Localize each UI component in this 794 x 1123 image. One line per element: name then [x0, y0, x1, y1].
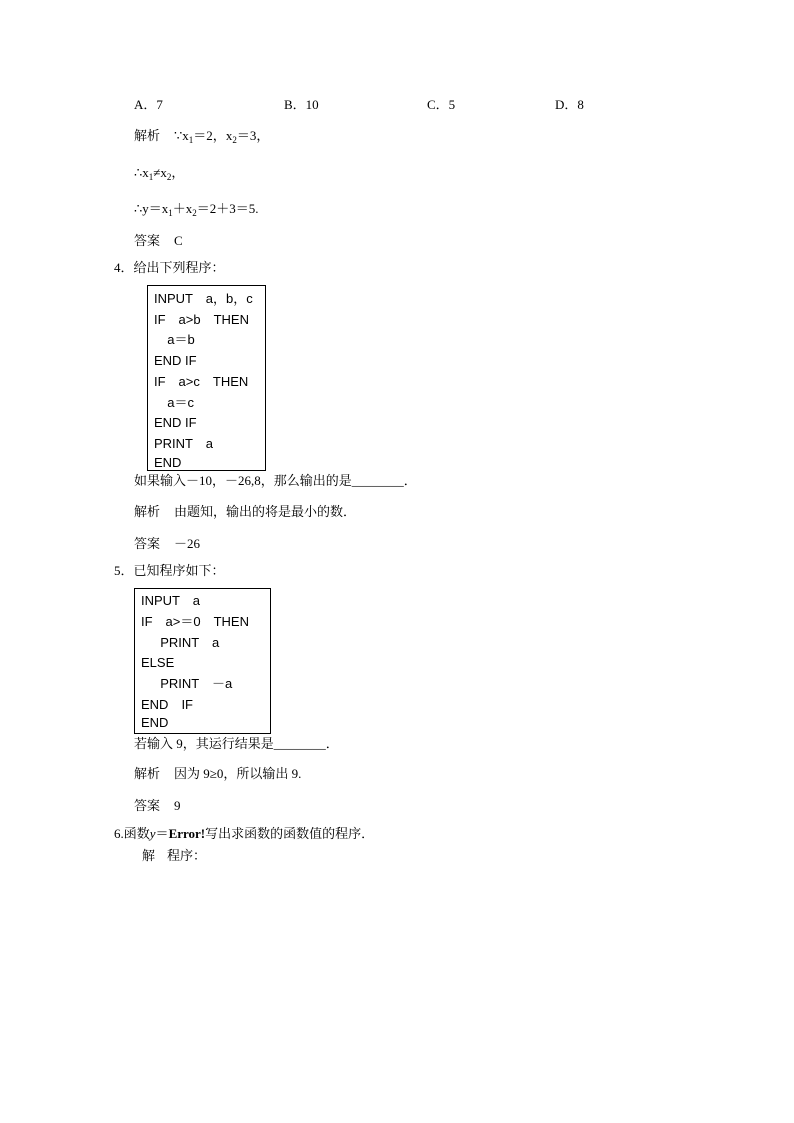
q4-title: 4．给出下列程序： — [114, 260, 225, 275]
q5-code-box — [134, 588, 271, 734]
code-line: INPUT a，b，c — [154, 291, 253, 306]
subscript: 1 — [188, 135, 194, 145]
q3-solution-line1 — [134, 129, 269, 145]
code-line: a＝b — [160, 332, 195, 347]
option-b: B．10 — [284, 97, 319, 112]
jiexi-text: 由题知，输出的将是最小的数． — [174, 504, 357, 519]
code-line: a＝c — [160, 395, 194, 410]
q6-suffix: 写出求函数的函数值的程序． — [205, 826, 375, 841]
jie-label: 解 — [142, 848, 156, 863]
code-line: END — [141, 715, 169, 730]
answer-label: 答案 — [134, 233, 161, 248]
code-line: ELSE — [141, 655, 175, 670]
q4-answer — [134, 537, 200, 550]
jiexi-text: 因为 9≥0，所以输出 9. — [174, 766, 302, 781]
q6-title — [114, 827, 374, 840]
var-x: x — [182, 128, 189, 143]
q5-answer — [134, 799, 181, 812]
answer-value: 9 — [174, 798, 181, 813]
code-line: IF a>c THEN — [154, 374, 249, 389]
q5-solution — [134, 767, 301, 780]
option-c: C．5 — [427, 97, 456, 112]
code-line: INPUT a — [141, 593, 200, 608]
answer-label: 答案 — [134, 536, 161, 551]
q6-prefix: 6.函数 — [114, 826, 150, 841]
value-text: ＝2， — [193, 128, 226, 143]
therefore-symbol: ∴ — [134, 165, 143, 180]
subscript: 1 — [168, 208, 173, 218]
q3-answer — [134, 234, 183, 247]
subscript: 2 — [232, 135, 237, 145]
equals-sign: ＝ — [155, 826, 169, 841]
q3-solution-line2 — [134, 166, 184, 182]
q3-solution-line3 — [134, 202, 259, 218]
answer-value: －26 — [174, 536, 201, 551]
code-line: END IF — [154, 353, 197, 368]
q4-code-box — [147, 285, 266, 471]
option-d: D．8 — [555, 97, 584, 112]
code-line: END IF — [154, 415, 197, 430]
neq-text: ≠x — [153, 165, 167, 180]
code-line: END — [154, 455, 182, 470]
q4-question: 如果输入－10，－26,8，那么输出的是________． — [134, 473, 417, 488]
code-line: END IF — [141, 697, 194, 712]
jiexi-label: 解析 — [134, 504, 161, 519]
answer-value: C — [174, 233, 183, 248]
jiexi-label: 解析 — [134, 128, 161, 143]
option-a: A．7 — [134, 97, 163, 112]
subscript: 1 — [148, 172, 154, 182]
subscript: 2 — [192, 208, 197, 218]
because-symbol: ∵ — [174, 128, 183, 143]
code-line: IF a>b THEN — [154, 312, 249, 327]
y-equation: ∴y＝x — [134, 201, 169, 216]
jiexi-label: 解析 — [134, 766, 161, 781]
var-x: x — [142, 165, 149, 180]
answer-label: 答案 — [134, 798, 161, 813]
q6-solution — [142, 849, 206, 862]
jie-text: 程序： — [167, 848, 207, 863]
value-text: ＝3， — [236, 128, 270, 143]
code-line: PRINT a — [154, 436, 213, 451]
code-line: PRINT a — [153, 635, 220, 650]
punctuation: ， — [171, 165, 185, 180]
q4-solution — [134, 505, 356, 518]
subscript: 2 — [166, 172, 172, 182]
plus-text: ＋x — [172, 201, 193, 216]
var-x: x — [225, 128, 233, 143]
error-field: Error! — [168, 826, 206, 841]
code-line: IF a>＝0 THEN — [141, 614, 249, 629]
result-text: ＝2＋3＝5. — [196, 201, 259, 216]
var-y: y — [149, 826, 156, 841]
code-line: PRINT －a — [153, 676, 233, 691]
q5-question: 若输入 9，其运行结果是________． — [134, 736, 339, 751]
q5-title: 5．已知程序如下： — [114, 563, 225, 578]
